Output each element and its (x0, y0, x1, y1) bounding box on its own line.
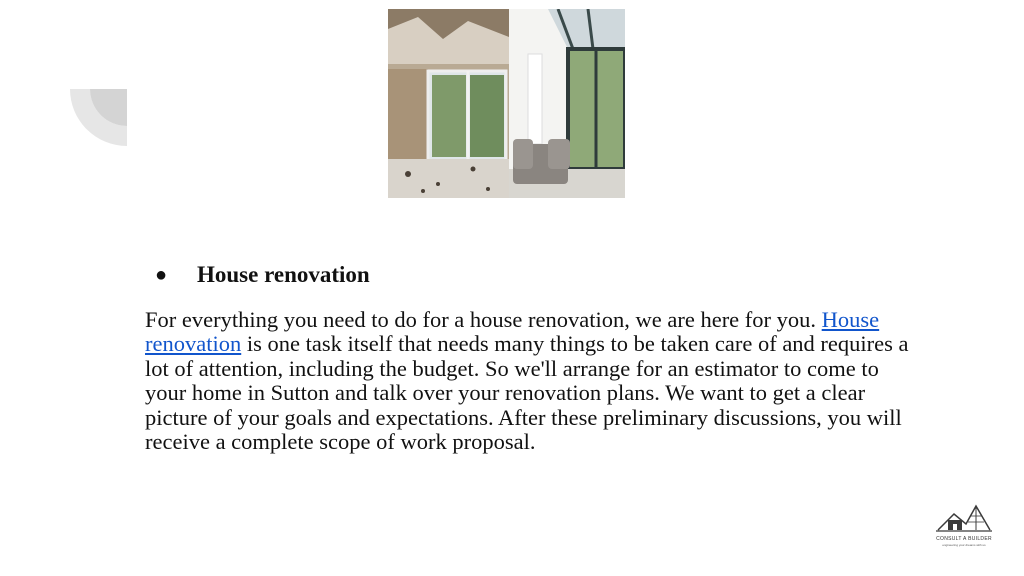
body-paragraph (145, 308, 925, 454)
renovation-before-after-photo (388, 9, 625, 198)
decorative-quarter-ring (70, 89, 127, 146)
logo-name: CONSULT A BUILDER (936, 536, 992, 542)
house-logo-icon (932, 500, 996, 536)
bullet-icon: ● (155, 263, 168, 286)
paragraph-text-end: is one task itself that needs many things to be taken care of and requires a lot of attention, including the budget. So we'll arrange for an estimator to come to your home in Sutton and talk over your renovation plans. We want to get a clear picture of your goals and expectations. After these preliminary discussions, you will receive a complete scope of work proposal. (145, 331, 909, 455)
logo-tagline: engineering your dreams with us (942, 543, 986, 547)
house-renovation-link[interactable]: House renovation (145, 307, 880, 357)
section-heading (155, 262, 370, 288)
paragraph-text-start: For everything you need to do for a house renovation, we are here for you. (145, 307, 822, 332)
section-title: House renovation (197, 262, 370, 287)
company-logo (932, 500, 996, 550)
